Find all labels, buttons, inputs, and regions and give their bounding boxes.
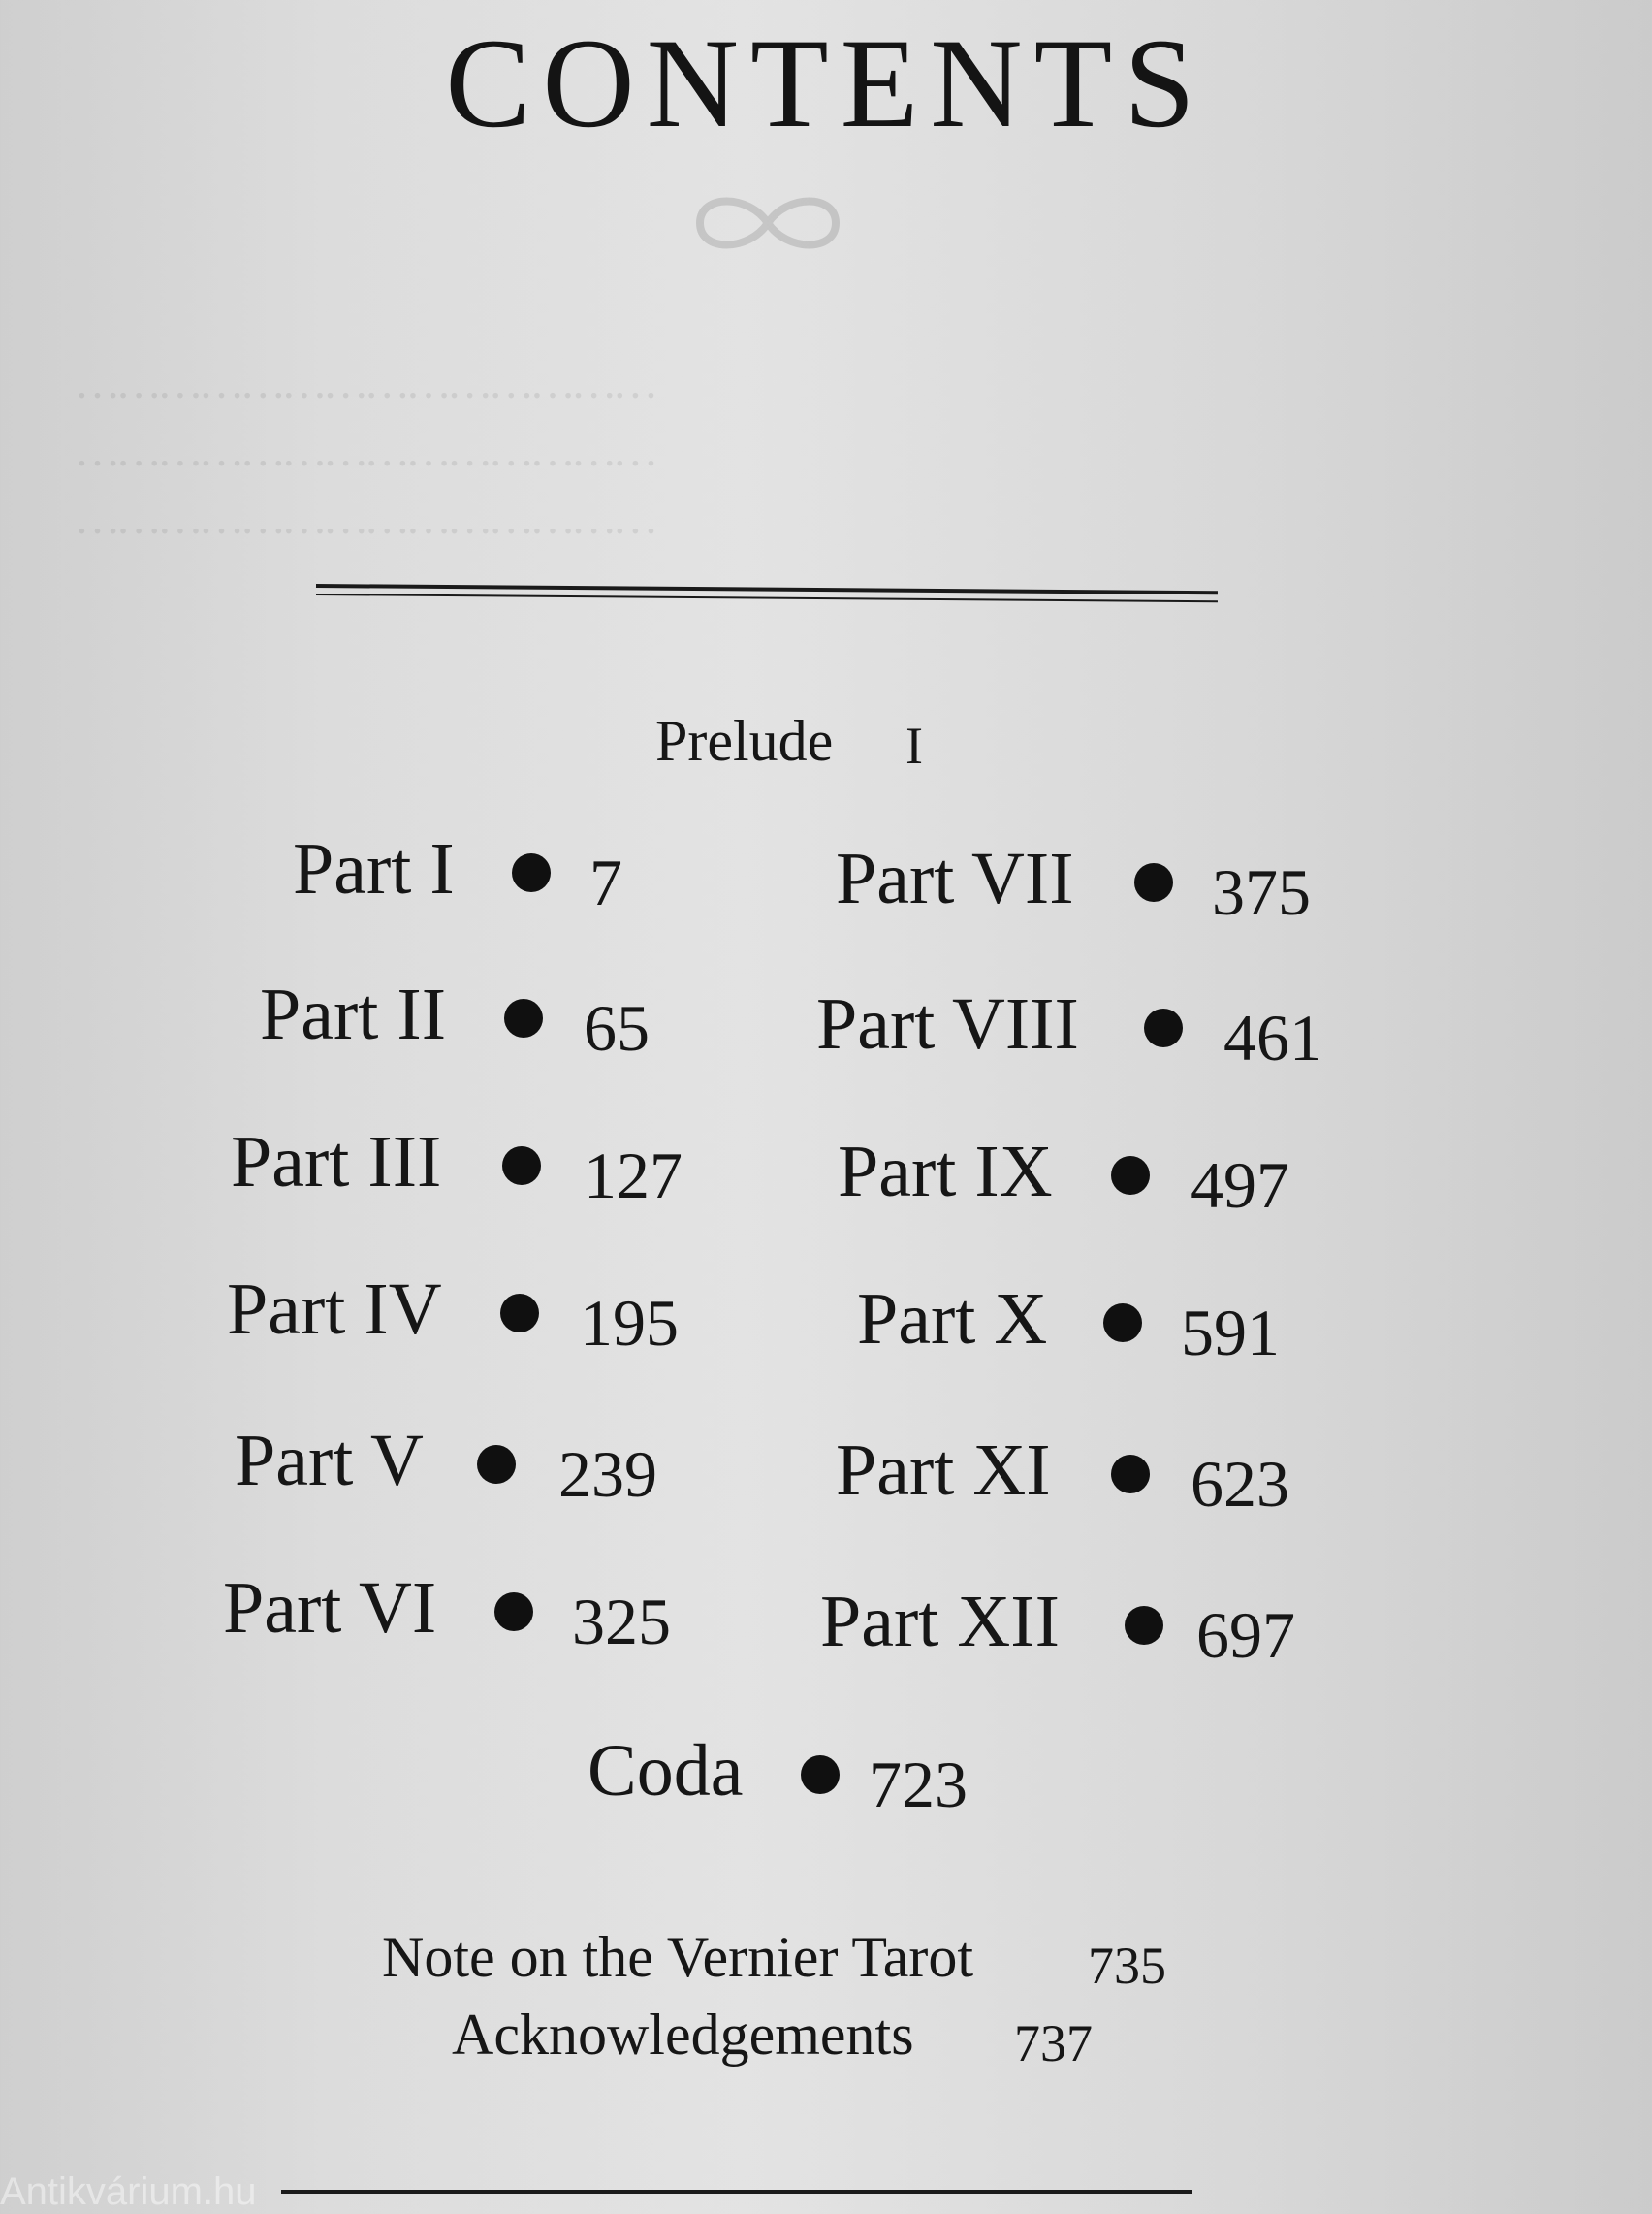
infinity-icon (681, 184, 855, 262)
bullet-dot-icon (512, 853, 551, 892)
bullet-dot-icon (477, 1445, 516, 1484)
toc-entry-page: I (905, 717, 923, 775)
toc-entry-part-iv[interactable] (227, 1268, 679, 1360)
toc-entry-page: 697 (1196, 1598, 1295, 1672)
divider-rule-bottom (281, 2190, 1192, 2194)
toc-entry-part-i[interactable] (293, 828, 622, 919)
toc-entry-part-xii[interactable] (820, 1581, 1295, 1672)
toc-entry-label: Part IX (838, 1131, 1053, 1212)
toc-entry-page: 127 (584, 1139, 683, 1212)
toc-entry-part-vii[interactable] (836, 838, 1311, 929)
toc-entry-label: Acknowledgements (452, 2003, 914, 2067)
toc-entry-label: Part III (231, 1121, 442, 1203)
bullet-dot-icon (1103, 1303, 1142, 1342)
page-title: CONTENTS (445, 12, 1207, 154)
toc-entry-prelude[interactable] (655, 709, 923, 775)
toc-entry-part-x[interactable] (857, 1278, 1280, 1369)
show-through-text: …………………………………… …………………………………… …………………………………… (78, 357, 657, 544)
bullet-dot-icon (502, 1146, 541, 1185)
toc-entry-page: 65 (584, 991, 650, 1065)
toc-entry-label: Part II (260, 974, 447, 1055)
toc-entry-part-ii[interactable] (260, 974, 650, 1065)
toc-entry-page: 591 (1181, 1296, 1280, 1369)
toc-entry-label: Part XII (820, 1581, 1060, 1662)
toc-entry-page: 497 (1191, 1148, 1289, 1222)
bullet-dot-icon (1134, 863, 1173, 902)
toc-entry-label: Note on the Vernier Tarot (382, 1925, 974, 1989)
toc-entry-page: 623 (1191, 1447, 1289, 1521)
toc-entry-coda[interactable] (588, 1730, 968, 1821)
toc-entry-part-xi[interactable] (836, 1429, 1289, 1521)
toc-entry-page: 239 (558, 1437, 657, 1511)
toc-entry-page: 325 (572, 1585, 671, 1658)
toc-entry-label: Part VI (223, 1567, 437, 1649)
toc-entry-label: Part I (293, 828, 455, 910)
bullet-dot-icon (1111, 1455, 1150, 1493)
toc-entry-label: Part IV (227, 1268, 442, 1350)
toc-entry-label: Part X (857, 1278, 1048, 1360)
bullet-dot-icon (1144, 1009, 1183, 1047)
toc-entry-part-iii[interactable] (231, 1121, 683, 1212)
toc-entry-page: 195 (580, 1286, 679, 1360)
toc-entry-page: 375 (1212, 855, 1311, 929)
toc-entry-label: Part VIII (816, 983, 1079, 1065)
divider-rule (316, 584, 1218, 594)
toc-entry-part-ix[interactable] (838, 1131, 1289, 1222)
toc-entry-part-v[interactable] (235, 1420, 657, 1511)
toc-entry-label: Part XI (836, 1429, 1051, 1511)
toc-entry-page: 737 (1014, 2014, 1093, 2072)
toc-entry-label: Prelude (655, 709, 834, 773)
toc-entry-label: Coda (588, 1730, 744, 1812)
toc-entry-part-viii[interactable] (816, 983, 1322, 1075)
divider-rule-thin (316, 594, 1218, 602)
bullet-dot-icon (500, 1294, 539, 1332)
toc-entry-label: Part VII (836, 838, 1074, 919)
bullet-dot-icon (504, 999, 543, 1038)
toc-entry-page: 723 (869, 1748, 968, 1821)
toc-entry-page: 735 (1088, 1937, 1166, 1995)
watermark: Antikvárium.hu (0, 2170, 257, 2213)
bullet-dot-icon (494, 1592, 533, 1631)
toc-entry-part-vi[interactable] (223, 1567, 671, 1658)
toc-entry-label: Part V (235, 1420, 424, 1501)
toc-entry-page: 461 (1223, 1001, 1322, 1075)
bullet-dot-icon (1111, 1156, 1150, 1195)
bullet-dot-icon (1125, 1606, 1163, 1645)
toc-entry-page: 7 (589, 846, 622, 919)
bullet-dot-icon (801, 1755, 840, 1794)
toc-entry-acknowledgements[interactable] (452, 2003, 1093, 2072)
toc-entry-note[interactable] (382, 1925, 1166, 1995)
